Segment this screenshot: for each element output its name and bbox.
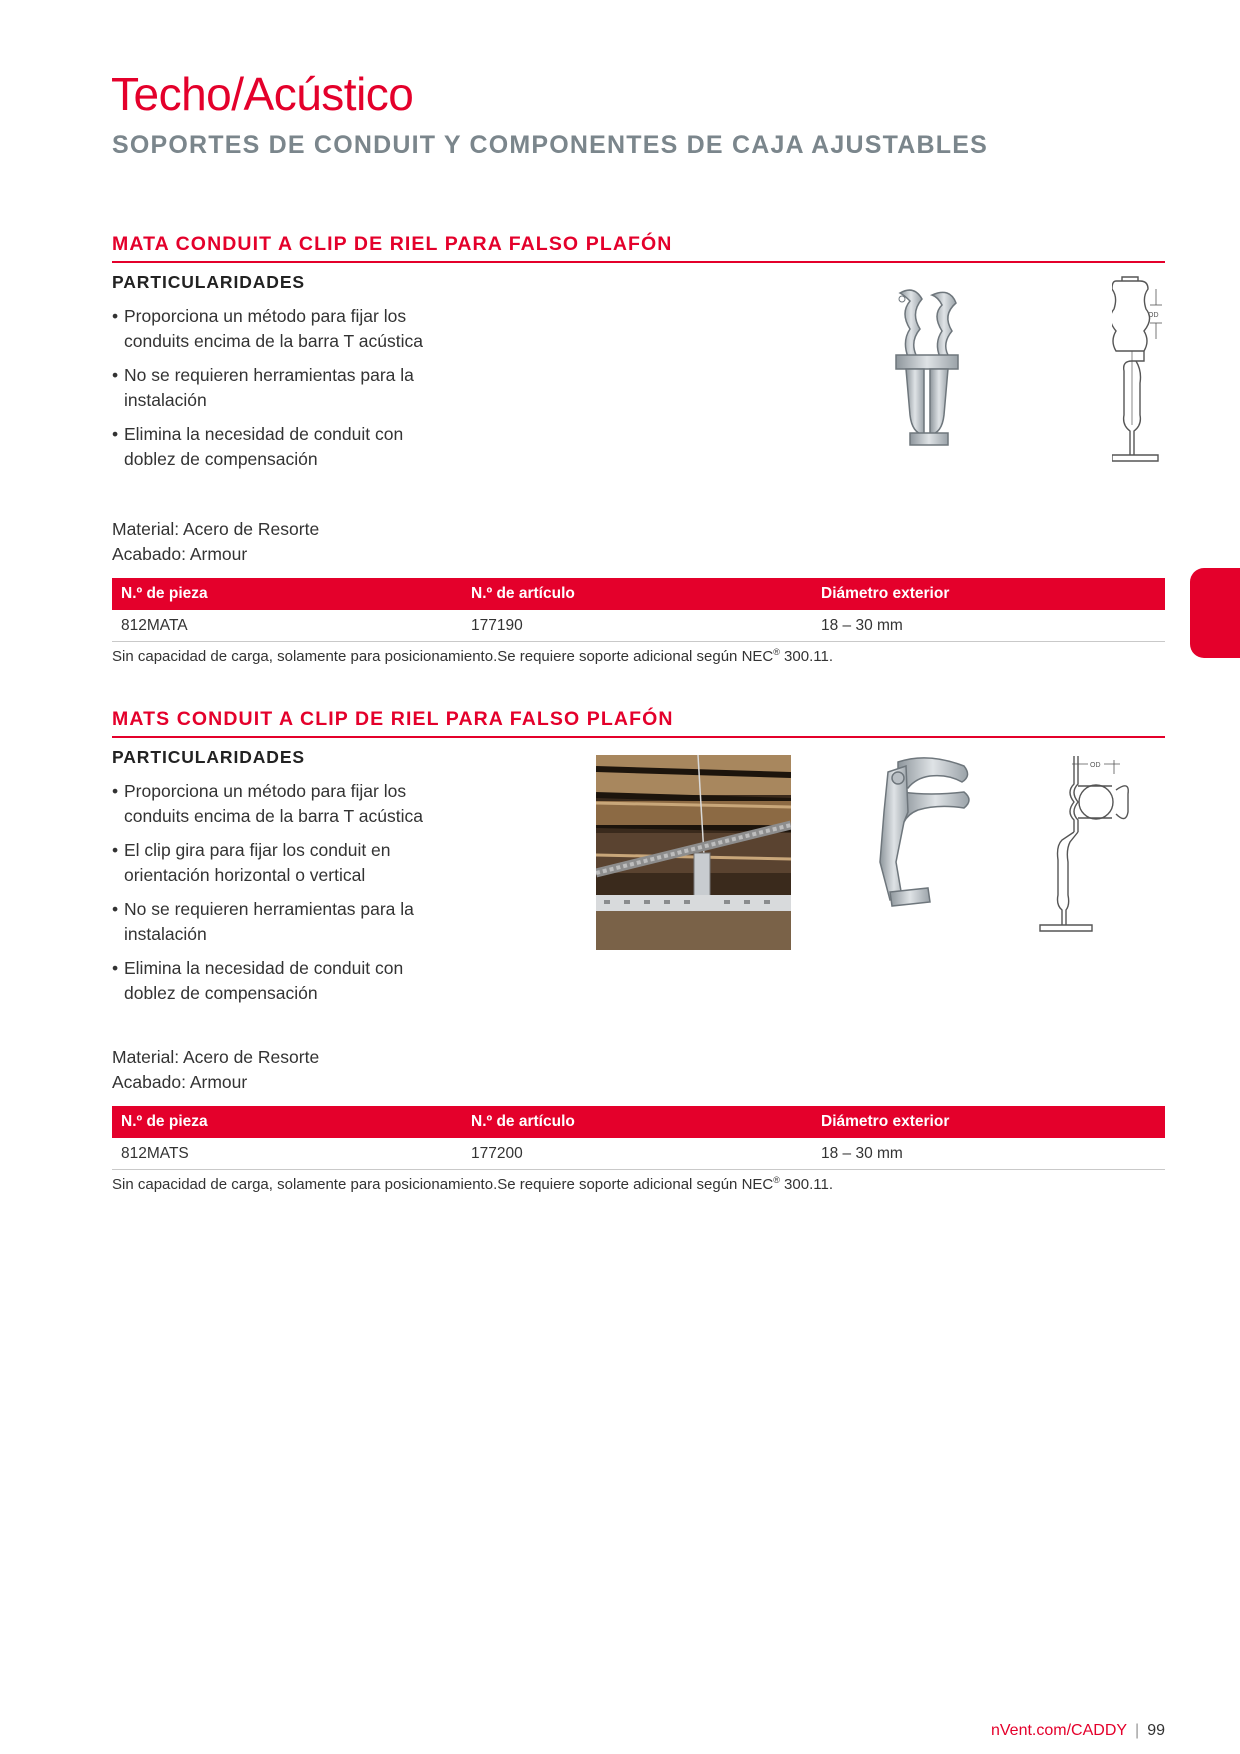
cell-outer-diameter: 18 – 30 mm (812, 610, 1165, 642)
load-note: Sin capacidad de carga, solamente para posicionamiento.Se requiere soporte adicional según NEC® 300.11. (112, 647, 833, 665)
page-subtitle: SOPORTES DE CONDUIT Y COMPONENTES DE CAJA AJUSTABLES (112, 131, 988, 159)
finish-spec: Acabado: Armour (112, 544, 248, 564)
table-row (112, 610, 1165, 642)
feature-item: • Proporciona un método para fijar los conduits encima de la barra T acústica (112, 779, 442, 829)
feature-item: • No se requieren herramientas para la instalación (112, 363, 442, 413)
cell-part-number: 812MATA (112, 610, 462, 642)
feature-item: • Elimina la necesidad de conduit con doblez de compensación (112, 956, 442, 1006)
mata-clip-product-image (880, 285, 980, 455)
header-article-number: N.º de artículo (462, 578, 812, 610)
table-header-row (112, 578, 1165, 610)
load-note: Sin capacidad de carga, solamente para posicionamiento.Se requiere soporte adicional según NEC® 300.11. (112, 1175, 833, 1193)
mats-clip-product-image (868, 752, 976, 917)
mats-dimension-diagram (1036, 750, 1156, 940)
cell-article-number: 177190 (462, 610, 812, 642)
footer-url[interactable]: nVent.com/CADDY (990, 1722, 1128, 1739)
material-spec: Material: Acero de Resorte (112, 519, 320, 539)
cell-article-number: 177200 (462, 1138, 812, 1170)
od-label: OD (1148, 312, 1159, 319)
page-footer: nVent.com/CADDY | 99 (990, 1722, 1165, 1739)
table-header-row (112, 1106, 1165, 1138)
feature-item: • Elimina la necesidad de conduit con doblez de compensación (112, 422, 442, 472)
cell-part-number: 812MATS (112, 1138, 462, 1170)
header-article-number: N.º de artículo (462, 1106, 812, 1138)
table-row (112, 1138, 1165, 1170)
section-title-mats: MATS CONDUIT A CLIP DE RIEL PARA FALSO PLAFÓN (112, 707, 1165, 738)
page-number: 99 (1147, 1722, 1165, 1739)
header-part-number: N.º de pieza (112, 578, 462, 610)
mata-dimension-diagram (1112, 275, 1172, 471)
finish-spec: Acabado: Armour (112, 1072, 248, 1092)
feature-list (112, 779, 442, 1015)
feature-item: • Proporciona un método para fijar los conduits encima de la barra T acústica (112, 304, 442, 354)
feature-item: • El clip gira para fijar los conduit en orientación horizontal o vertical (112, 838, 442, 888)
feature-list (112, 304, 442, 481)
header-outer-diameter: Diámetro exterior (812, 578, 1165, 610)
installation-photo (596, 755, 791, 950)
feature-item: • No se requieren herramientas para la instalación (112, 897, 442, 947)
section-side-tab (1190, 568, 1240, 658)
material-spec: Material: Acero de Resorte (112, 1047, 320, 1067)
header-outer-diameter: Diámetro exterior (812, 1106, 1165, 1138)
od-label: OD (1090, 762, 1101, 769)
spec-table-mata (112, 578, 1165, 642)
features-heading: PARTICULARIDADES (112, 747, 305, 767)
cell-outer-diameter: 18 – 30 mm (812, 1138, 1165, 1170)
spec-table-mats (112, 1106, 1165, 1170)
features-heading: PARTICULARIDADES (112, 272, 305, 292)
page-title: Techo/Acústico (111, 68, 414, 120)
header-part-number: N.º de pieza (112, 1106, 462, 1138)
section-title-mata: MATA CONDUIT A CLIP DE RIEL PARA FALSO PLAFÓN (112, 232, 1165, 263)
